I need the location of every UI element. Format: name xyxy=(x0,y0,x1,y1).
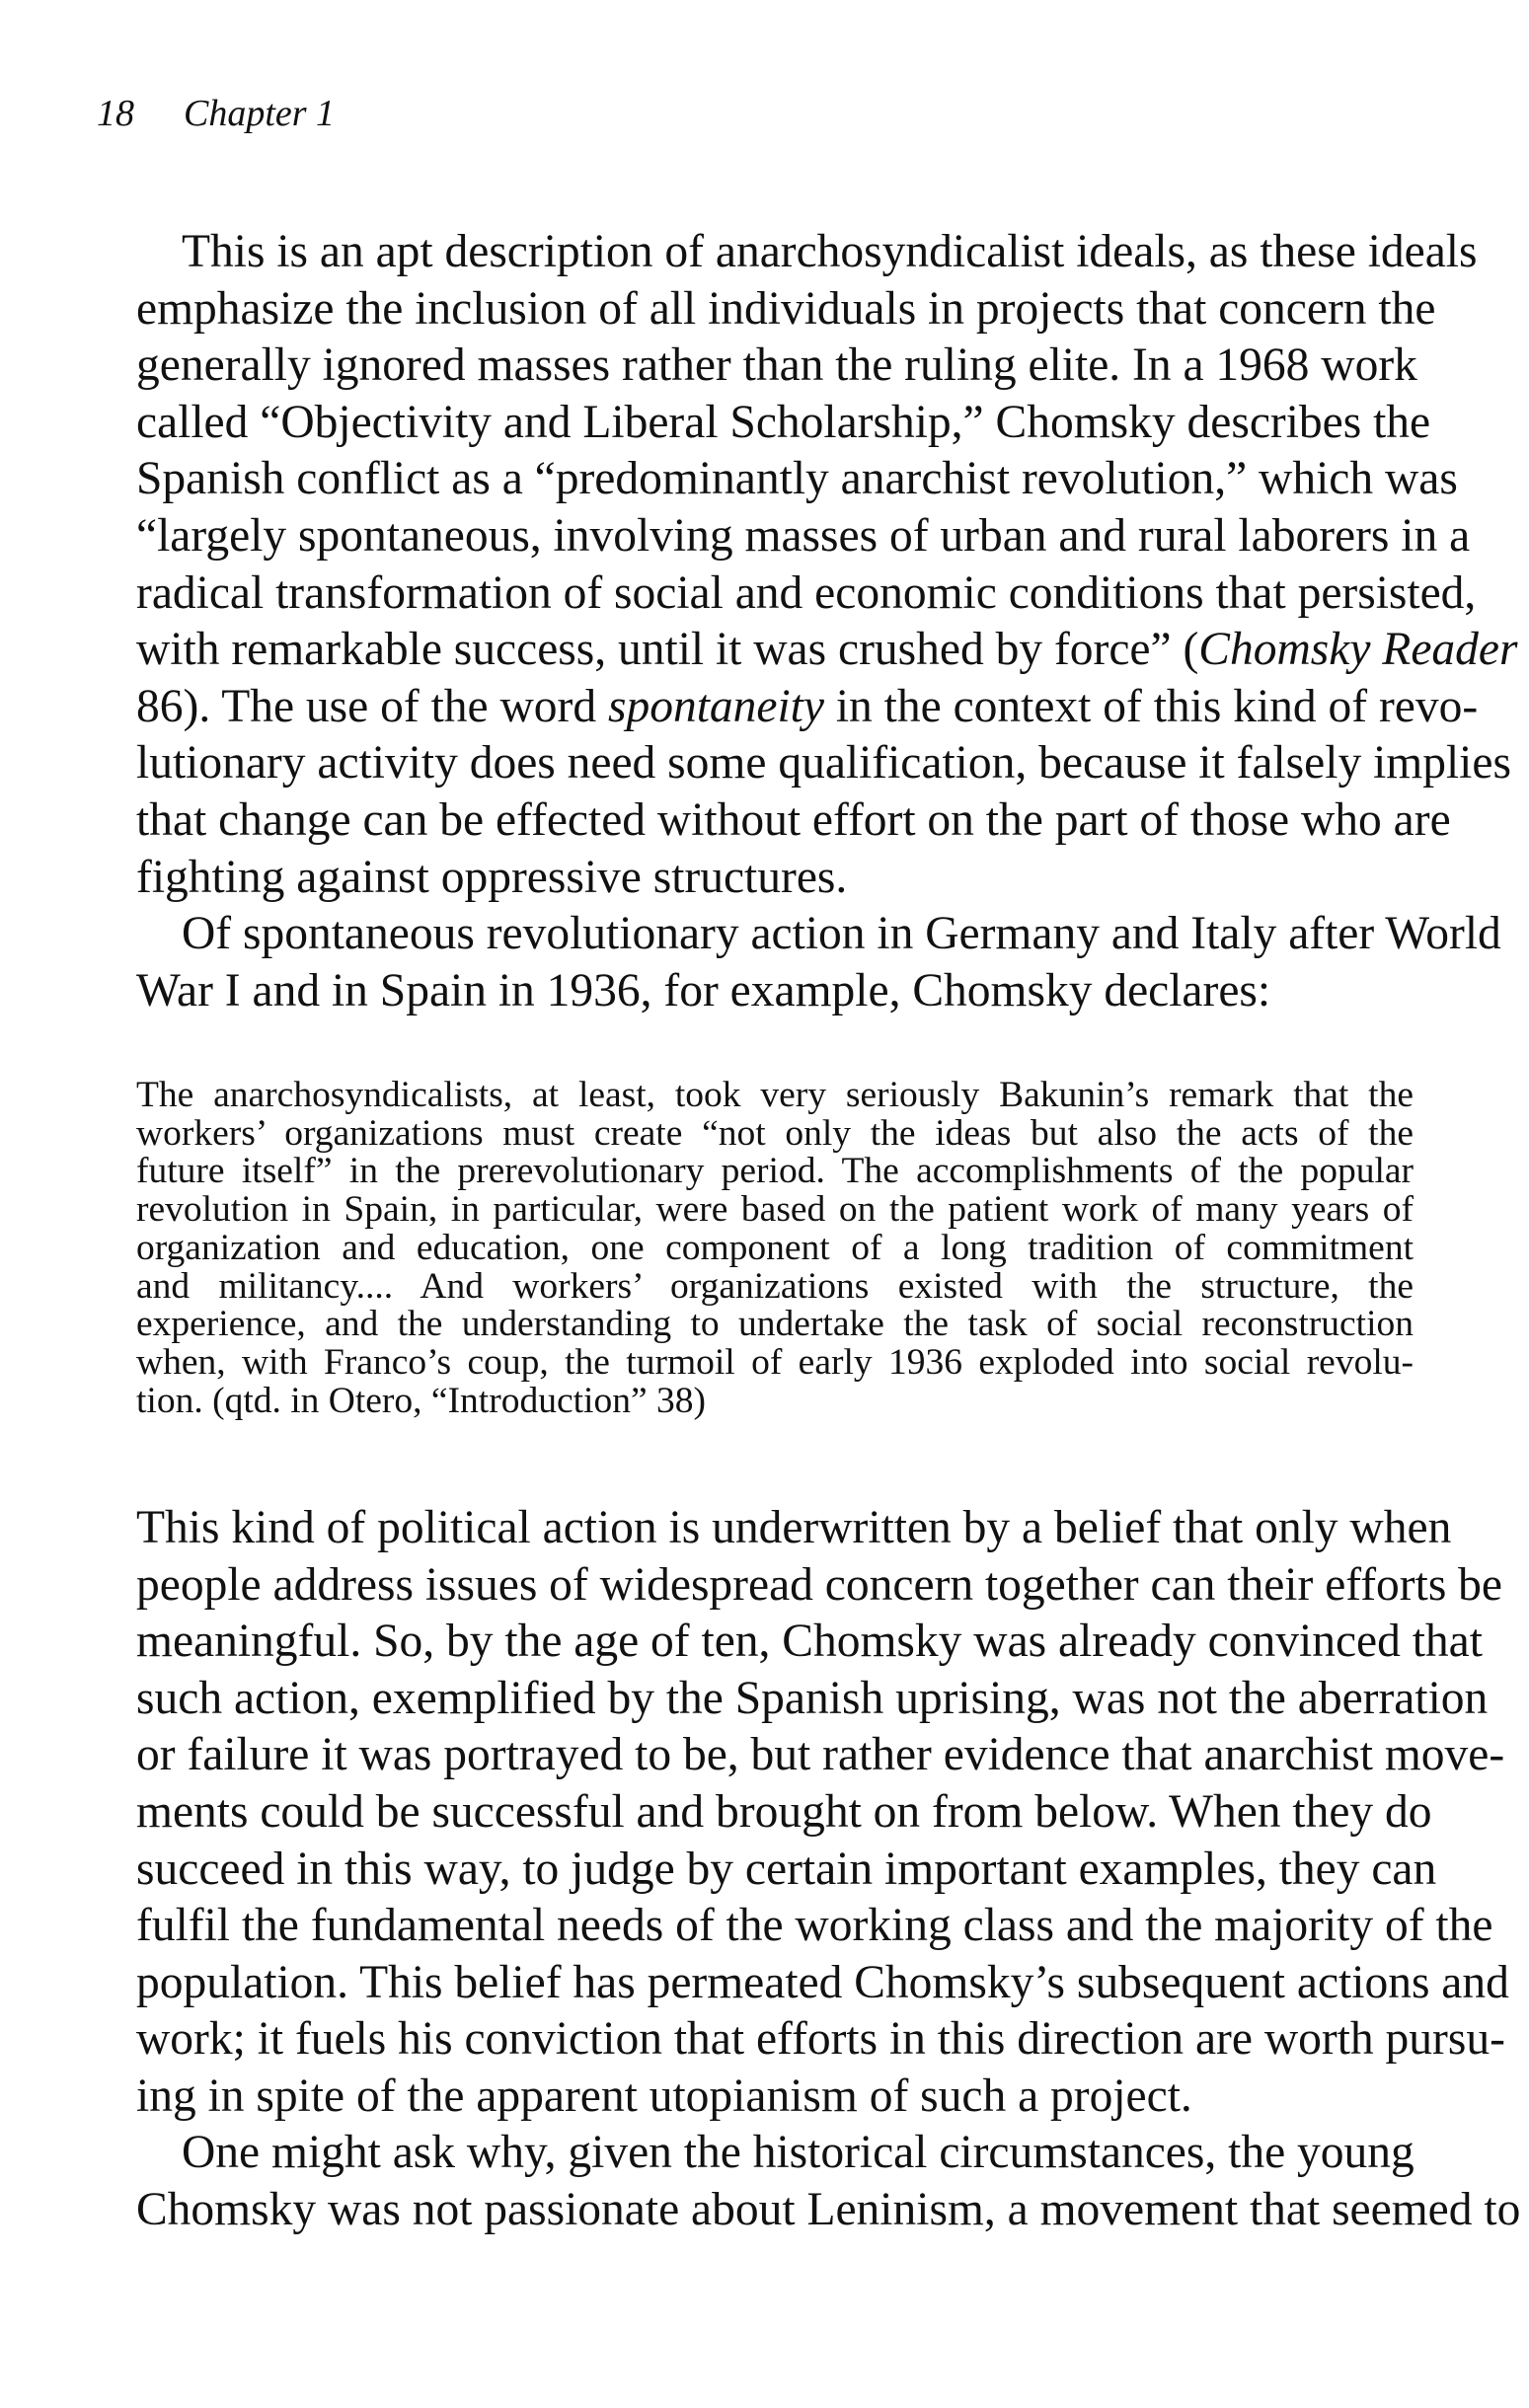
quote-line: workers’ organizations must create “not only the ideas but also the acts of the xyxy=(136,1112,1414,1154)
text-line: “largely spontaneous, involving masses of urban and rural laborers in a xyxy=(136,509,1471,562)
text-line: War I and in Spain in 1936, for example, Chomsky declares: xyxy=(136,964,1271,1016)
text-line: radical transformation of social and economic conditions that persisted, xyxy=(136,566,1477,619)
page-number: 18 xyxy=(97,93,134,134)
text-line: lutionary activity does need some qualification, because it falsely implies xyxy=(136,737,1511,790)
text-line: fulfil the fundamental needs of the working class and the majority of the xyxy=(136,1900,1493,1952)
running-head xyxy=(97,95,335,132)
paragraph-4 xyxy=(136,2125,1521,2238)
italic-emphasis: Chomsky Reader xyxy=(1198,624,1518,676)
text-line: or failure it was portrayed to be, but rather evidence that anarchist move- xyxy=(136,1729,1505,1781)
text-line: succeed in this way, to judge by certain important examples, they can xyxy=(136,1843,1437,1895)
quote-line: experience, and the understanding to undertake the task of social reconstruction xyxy=(136,1304,1414,1345)
text-line: people address issues of widespread concern together can their efforts be xyxy=(136,1558,1503,1611)
quote-line: organization and education, one component of a long tradition of commitment xyxy=(136,1227,1414,1268)
text-line: Chomsky was not passionate about Leninism, a movement that seemed to xyxy=(136,2183,1521,2235)
paragraph-1 xyxy=(136,224,1518,906)
text-line-with-title: with remarkable success, until it was crushed by force” (Chomsky Reader xyxy=(136,624,1518,676)
text-line: such action, exemplified by the Spanish uprising, was not the aberration xyxy=(136,1672,1489,1724)
text-line: fighting against oppressive structures. xyxy=(136,851,848,903)
quote-line: when, with Franco’s coup, the turmoil of early 1936 exploded into social revolu- xyxy=(136,1341,1414,1383)
quote-line: and militancy.... And workers’ organizations existed with the structure, the xyxy=(136,1265,1414,1307)
text-line: generally ignored masses rather than the ruling elite. In a 1968 work xyxy=(136,339,1417,392)
text-line: Spanish conflict as a “predominantly anarchist revolution,” which was xyxy=(136,453,1458,505)
text-line-with-term: 86). The use of the word spontaneity in the context of this kind of revo- xyxy=(136,680,1479,732)
text-line: ments could be successful and brought on from below. When they do xyxy=(136,1785,1432,1838)
text-line: Of spontaneous revolutionary action in Germany and Italy after World xyxy=(182,908,1501,959)
text-line: emphasize the inclusion of all individuals in projects that concern the xyxy=(136,282,1436,335)
paragraph-2 xyxy=(136,906,1501,1019)
text-line: called “Objectivity and Liberal Scholarship,” Chomsky describes the xyxy=(136,396,1431,448)
block-quote xyxy=(136,1077,1414,1420)
text-line: work; it fuels his conviction that efforts in this direction are worth pursu- xyxy=(136,2013,1505,2066)
italic-emphasis: spontaneity xyxy=(607,680,824,732)
text-line: One might ask why, given the historical circumstances, the young xyxy=(182,2127,1414,2178)
quote-line: revolution in Spain, in particular, were based on the patient work of many years of xyxy=(136,1189,1414,1231)
quote-line: The anarchosyndicalists, at least, took very seriously Bakunin’s remark that the xyxy=(136,1075,1414,1115)
paragraph-3 xyxy=(136,1500,1509,2126)
chapter-title: Chapter 1 xyxy=(184,93,336,134)
text-line: population. This belief has permeated Chomsky’s subsequent actions and xyxy=(136,1956,1509,2008)
text-line: ing in spite of the apparent utopianism of such a project. xyxy=(136,2069,1192,2122)
quote-line: future itself” in the prerevolutionary period. The accomplishments of the popular xyxy=(136,1151,1414,1192)
text-line: that change can be effected without effort on the part of those who are xyxy=(136,793,1451,846)
text-line: This is an apt description of anarchosyndicalist ideals, as these ideals xyxy=(182,226,1478,277)
text-line: This kind of political action is underwritten by a belief that only when xyxy=(136,1502,1452,1553)
quote-line: tion. (qtd. in Otero, “Introduction” 38) xyxy=(136,1380,706,1421)
text-line: meaningful. So, by the age of ten, Chomsky was already convinced that xyxy=(136,1616,1483,1668)
